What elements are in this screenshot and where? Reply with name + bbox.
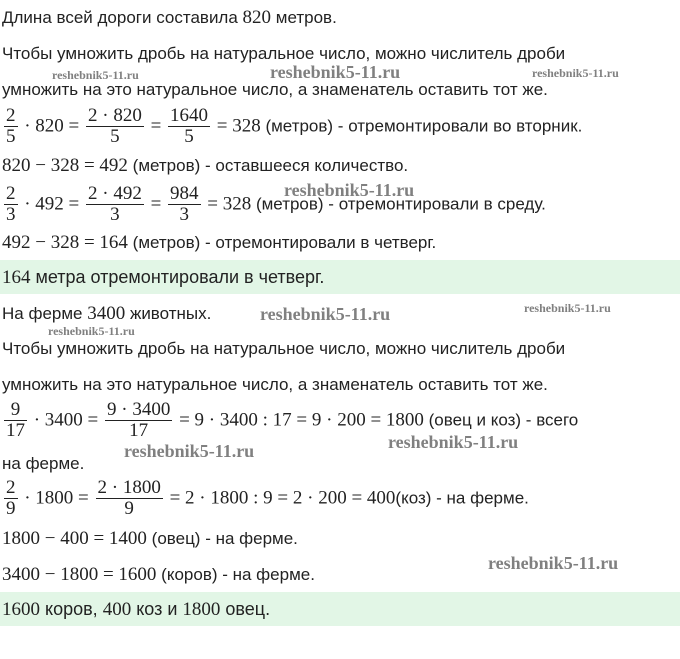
answer-box-1: [0, 260, 680, 294]
rule-text-line-3: Чтобы умножить дробь на натуральное число, можно числитель дроби: [2, 339, 566, 358]
watermark: reshebnik5-11.ru: [124, 441, 255, 461]
fraction: $\frac{2}{3}$: [6, 183, 16, 225]
fraction: $\frac{9 \cdot 3400}{17}$: [107, 399, 171, 441]
goats-equation: $\frac{2}{9}$ · 1800 = $\frac{2 \cdot 1800}{9}$ = 2 · 1800 : 9 = 2 · 200 = 400(коз) - на ферме.: [6, 477, 529, 519]
rule-text-line-2: умножить на это натуральное число, а знаменатель оставить тот же.: [2, 80, 548, 99]
farm-animals-text: На ферме 3400 животных.: [2, 303, 212, 324]
rule-text-line-4: умножить на это натуральное число, а знаменатель оставить тот же.: [2, 375, 548, 394]
fraction: $\frac{2}{5}$: [6, 105, 16, 147]
remaining-equation: 820 − 328 = 492 (метров) - оставшееся количество.: [2, 155, 409, 176]
watermark: reshebnik5-11.ru: [260, 304, 391, 324]
watermark: reshebnik5-11.ru: [524, 301, 611, 315]
sheep-equation: 1800 − 400 = 1400 (овец) - на ферме.: [2, 528, 298, 549]
watermark: reshebnik5-11.ru: [488, 553, 619, 573]
road-length-text: Длина всей дороги составила 820 метров.: [2, 7, 337, 28]
fraction: $\frac{1640}{5}$: [170, 105, 209, 147]
answer-text-2: 1600 коров, 400 коз и 1800 овец.: [2, 599, 271, 620]
answer-box-2: [0, 592, 680, 626]
rule-text-line-1: Чтобы умножить дробь на натуральное число, можно числитель дроби: [2, 44, 566, 63]
answer-text-1: 164 метра отремонтировали в четверг.: [2, 267, 325, 288]
fraction: $\frac{2 \cdot 1800}{9}$: [97, 477, 161, 519]
thursday-equation: 492 − 328 = 164 (метров) - отремонтировали в четверг.: [2, 232, 437, 253]
sheep-goats-equation: $\frac{9}{17}$ · 3400 = $\frac{9 \cdot 3400}{17}$ = 9 · 3400 : 17 = 9 · 200 = 1800 (овец и коз) - всего: [6, 399, 579, 441]
watermark: reshebnik5-11.ru: [388, 432, 519, 452]
fraction: $\frac{2 \cdot 492}{3}$: [88, 183, 142, 225]
fraction: $\frac{2}{9}$: [6, 477, 16, 519]
cows-equation: 3400 − 1800 = 1600 (коров) - на ферме.: [2, 564, 315, 585]
watermark: reshebnik5-11.ru: [532, 66, 619, 80]
wednesday-equation: $\frac{2}{3}$ · 492 = $\frac{2 \cdot 492}{3}$ = $\frac{984}{3}$ = 328 (метров) - отремонтировали в среду.: [6, 183, 546, 225]
fraction: $\frac{984}{3}$: [170, 183, 199, 225]
sheep-goats-equation-tail: на ферме.: [2, 454, 85, 473]
fraction: $\frac{9}{17}$: [6, 399, 25, 441]
tuesday-equation: $\frac{2}{5}$ · 820 = $\frac{2 \cdot 820}{5}$ = $\frac{1640}{5}$ = 328 (метров) - отремонтировали во вторник.: [6, 105, 583, 147]
watermark: reshebnik5-11.ru: [52, 68, 139, 82]
watermark: reshebnik5-11.ru: [48, 324, 135, 338]
fraction: $\frac{2 \cdot 820}{5}$: [88, 105, 142, 147]
watermark: reshebnik5-11.ru: [284, 180, 415, 200]
watermark: reshebnik5-11.ru: [270, 62, 401, 82]
